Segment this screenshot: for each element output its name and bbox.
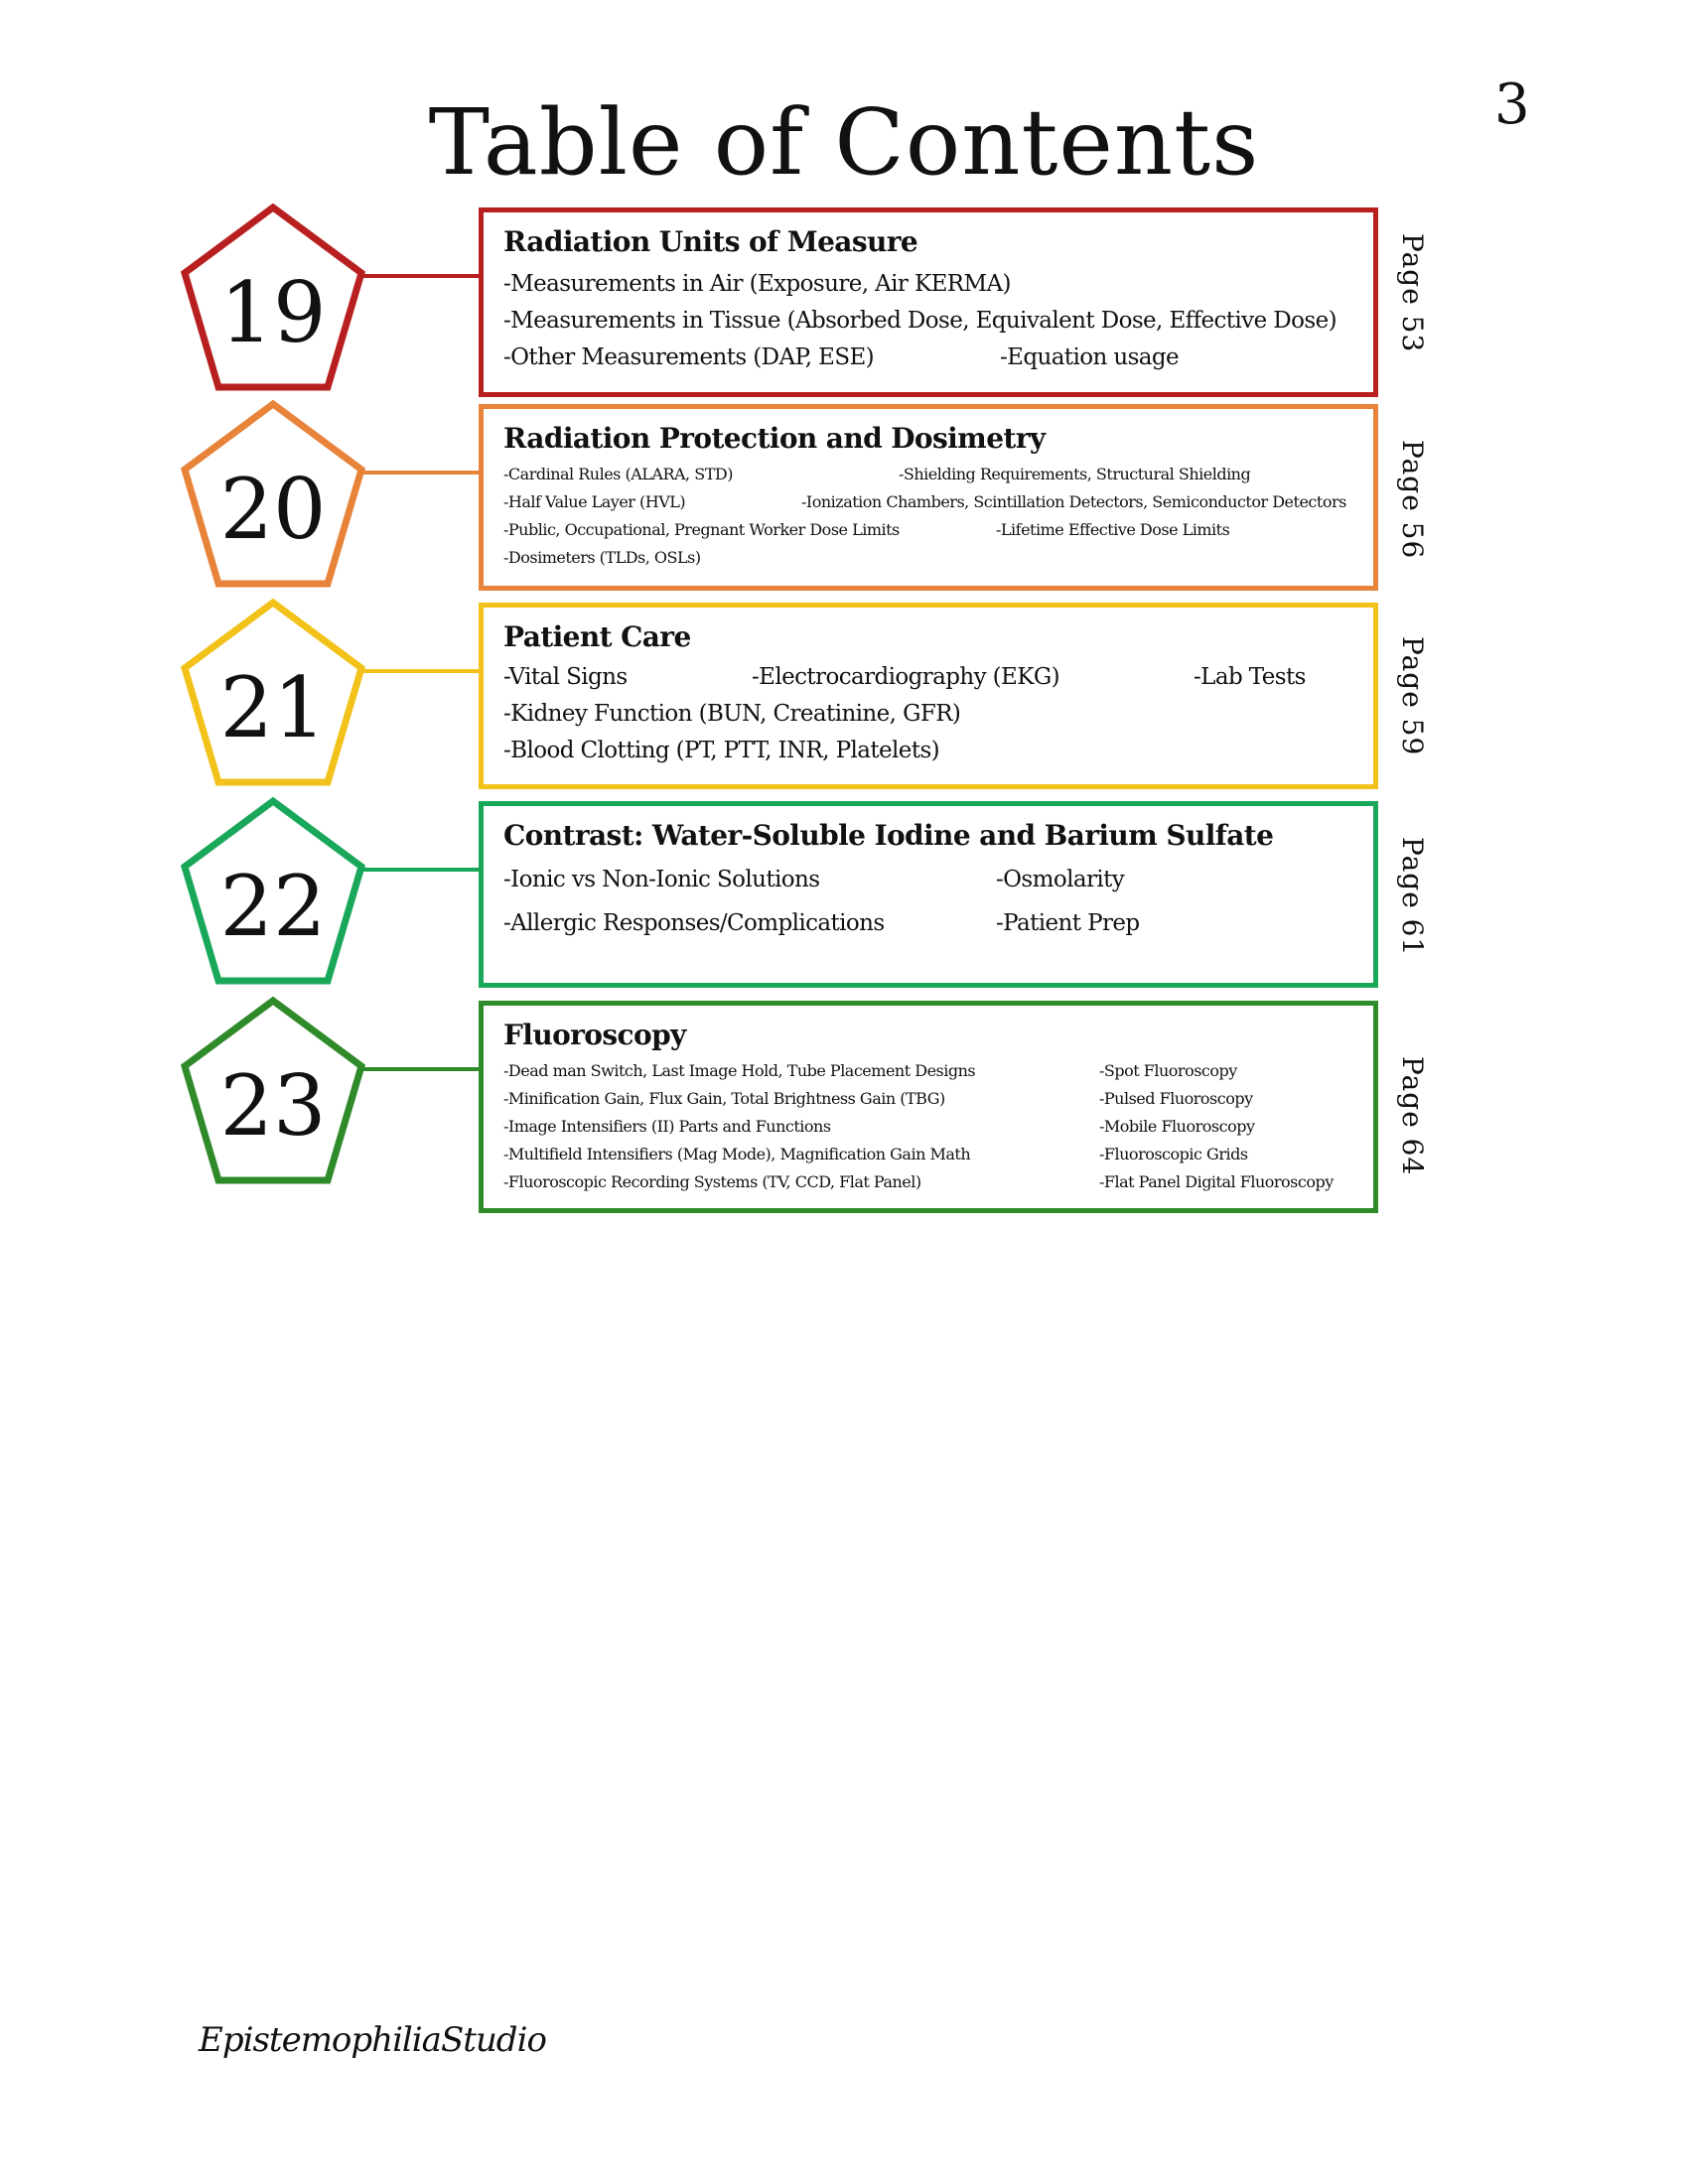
chapter-badge-icon — [179, 599, 367, 792]
chapter-number: 20 — [219, 461, 327, 558]
topic-row — [503, 696, 1353, 733]
topic-row — [503, 488, 1353, 516]
topic-item: -Patient Prep — [996, 910, 1140, 936]
page-reference: Page 64 — [1396, 1056, 1429, 1176]
page-reference: Page 56 — [1396, 440, 1429, 560]
topic-item: -Ionization Chambers, Scintillation Detectors, Semiconductor Detectors — [801, 492, 1346, 511]
topic-item: -Dead man Switch, Last Image Hold, Tube Placement Designs — [503, 1061, 976, 1080]
topic-row — [503, 461, 1353, 488]
page-title: Table of Contents — [428, 89, 1260, 196]
chapter-heading: Patient Care — [503, 620, 691, 653]
topic-item: -Shielding Requirements, Structural Shielding — [899, 465, 1251, 483]
connector-line — [363, 274, 482, 278]
topic-item: -Spot Fluoroscopy — [1099, 1061, 1237, 1080]
topic-item: -Equation usage — [1000, 344, 1180, 370]
topic-item: -Mobile Fluoroscopy — [1099, 1117, 1255, 1136]
topic-row — [503, 659, 1353, 696]
chapter-box — [479, 404, 1378, 591]
chapter-box — [479, 207, 1378, 397]
topic-item: -Osmolarity — [996, 867, 1125, 892]
chapter-heading: Fluoroscopy — [503, 1019, 686, 1051]
chapter-box — [479, 801, 1378, 988]
topic-row — [503, 733, 1353, 769]
topic-item: -Electrocardiography (EKG) — [752, 664, 1059, 690]
chapter-badge-icon — [179, 797, 367, 991]
topic-item: -Dosimeters (TLDs, OSLs) — [503, 548, 701, 567]
topic-item: -Cardinal Rules (ALARA, STD) — [503, 465, 733, 483]
topic-item: -Fluoroscopic Grids — [1099, 1145, 1248, 1163]
topic-item: -Ionic vs Non-Ionic Solutions — [503, 867, 820, 892]
chapter-heading: Radiation Protection and Dosimetry — [503, 422, 1046, 455]
topic-row — [503, 1168, 1353, 1196]
topic-row — [503, 1085, 1353, 1113]
topic-item: -Minification Gain, Flux Gain, Total Brightness Gain (TBG) — [503, 1089, 945, 1108]
connector-line — [363, 669, 482, 673]
topic-item: -Lab Tests — [1194, 664, 1306, 690]
topic-row — [503, 905, 1353, 943]
page-number: 3 — [1494, 72, 1530, 137]
page-reference: Page 53 — [1396, 233, 1429, 353]
page-reference: Page 59 — [1396, 636, 1429, 756]
footer-studio-name: EpistemophiliaStudio — [199, 2020, 546, 2060]
connector-line — [363, 471, 482, 475]
chapter-box — [479, 603, 1378, 789]
chapter-badge-icon — [179, 997, 367, 1190]
chapter-heading: Contrast: Water-Soluble Iodine and Barium Sulfate — [503, 819, 1274, 852]
topic-row — [503, 1057, 1353, 1085]
chapter-heading: Radiation Units of Measure — [503, 225, 918, 258]
topic-item: -Half Value Layer (HVL) — [503, 492, 686, 511]
connector-line — [363, 1067, 482, 1071]
topic-item: -Blood Clotting (PT, PTT, INR, Platelets) — [503, 738, 940, 763]
chapter-number: 22 — [219, 858, 327, 955]
chapter-number: 21 — [219, 659, 327, 756]
topic-item: -Measurements in Air (Exposure, Air KERMA) — [503, 271, 1011, 297]
chapter-box — [479, 1001, 1378, 1213]
page-reference: Page 61 — [1396, 837, 1429, 957]
chapter-badge-icon — [179, 204, 367, 397]
topic-item: -Measurements in Tissue (Absorbed Dose, Equivalent Dose, Effective Dose) — [503, 308, 1336, 334]
topic-item: -Fluoroscopic Recording Systems (TV, CCD, Flat Panel) — [503, 1172, 921, 1191]
topic-item: -Vital Signs — [503, 664, 628, 690]
topic-row — [503, 1113, 1353, 1141]
topic-item: -Pulsed Fluoroscopy — [1099, 1089, 1253, 1108]
topic-item: -Flat Panel Digital Fluoroscopy — [1099, 1172, 1334, 1191]
topic-row — [503, 266, 1353, 303]
chapter-badge-icon — [179, 400, 367, 594]
topic-item: -Allergic Responses/Complications — [503, 910, 885, 936]
topic-item: -Lifetime Effective Dose Limits — [996, 520, 1230, 539]
topic-row — [503, 303, 1353, 340]
chapter-number: 23 — [219, 1057, 327, 1155]
topic-row — [503, 1141, 1353, 1168]
topic-item: -Multifield Intensifiers (Mag Mode), Magnification Gain Math — [503, 1145, 971, 1163]
topic-row — [503, 516, 1353, 544]
topic-item: -Image Intensifiers (II) Parts and Functions — [503, 1117, 831, 1136]
topic-row — [503, 340, 1353, 376]
topic-row — [503, 862, 1353, 899]
connector-line — [363, 868, 482, 872]
topic-item: -Other Measurements (DAP, ESE) — [503, 344, 875, 370]
chapter-number: 19 — [219, 264, 327, 361]
topic-item: -Public, Occupational, Pregnant Worker Dose Limits — [503, 520, 900, 539]
topic-item: -Kidney Function (BUN, Creatinine, GFR) — [503, 701, 961, 727]
topic-row — [503, 544, 1353, 572]
